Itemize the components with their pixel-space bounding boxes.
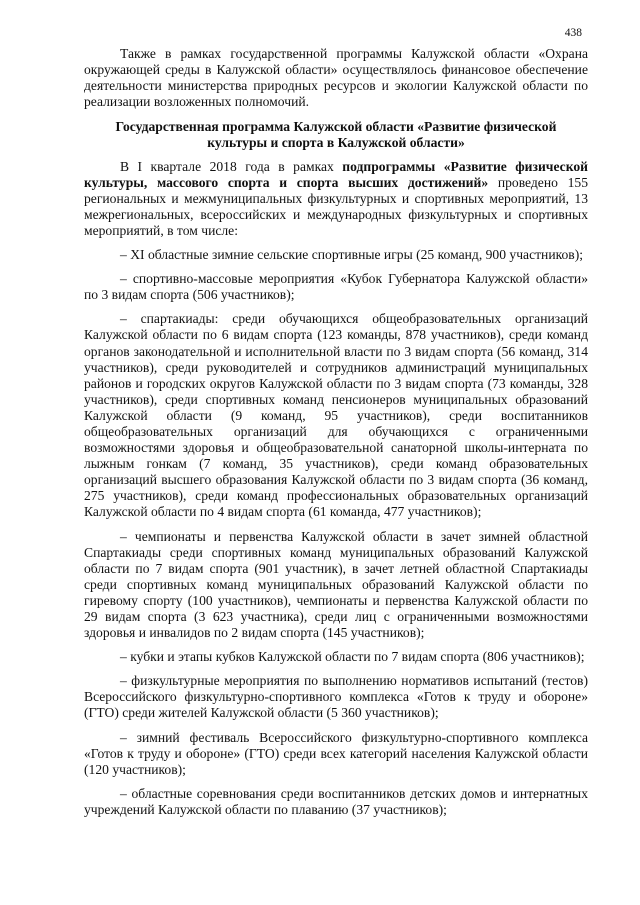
- intro-paragraph: [84, 159, 588, 239]
- intro-rest-text: проведено 155 региональных и межмуниципальных физкультурных и спортивных мероприятий, 13 межрегиональных, всероссийских и международных физкультурных и спортивных мероприятий, в том числе:: [84, 174, 588, 238]
- list-item-spartakiads: – спартакиады: среди обучающихся общеобразовательных организаций Калужской области по 6 видам спорта (123 команды, 878 участников), среди команд органов законодательной и исполнительной власти по 3 видам спорта (56 команд, 314 участников), среди руководителей и сотрудников администраций муниципальных районов и городских округов Калужской области по 3 видам спорта (73 команды, 328 участников), среди спортивных команд пенсионеров муниципальных образований Калужской области (9 команд, 95 участников), среди воспитанников общеобразовательных организаций для обучающихся с ограниченными возможностями здоровья и общеобразовательной санаторной школы-интерната по лыжным гонкам (7 команд, 35 участников), среди команд образовательных организаций высшего образования Калужской области по 3 видам спорта (36 команд, 275 участников), среди команд профессиональных образовательных организаций Калужской области по 4 видам спорта (61 команда, 477 участников);: [84, 311, 588, 520]
- list-item-governor-cup: – спортивно-массовые мероприятия «Кубок Губернатора Калужской области» по 3 видам спорта (506 участников);: [84, 271, 588, 303]
- document-body: [84, 46, 588, 818]
- intro-lead-text: В I квартале 2018 года в рамках: [120, 158, 343, 174]
- subprogram-title: подпрограммы «Развитие физической культуры, массового спорта и спорта высших достижений»: [84, 158, 588, 190]
- list-item-orphanage-swimming: – областные соревнования среди воспитанников детских домов и интернатных учреждений Калужской области по плаванию (37 участников);: [84, 785, 588, 817]
- list-item-rural-games: – XI областные зимние сельские спортивные игры (25 команд, 900 участников);: [120, 247, 584, 263]
- page-number: 438: [564, 27, 582, 39]
- list-item-gto-winter-festival: – зимний фестиваль Всероссийского физкультурно-спортивного комплекса «Готов к труду и обороне» (ГТО) среди всех категорий населения Калужской области (120 участников);: [84, 729, 588, 777]
- list-item-cups: – кубки и этапы кубков Калужской области по 7 видам спорта (806 участников);: [120, 649, 585, 665]
- list-item-gto-standards: – физкультурные мероприятия по выполнению нормативов испытаний (тестов) Всероссийского физкультурно-спортивного комплекса «Готов к труду и обороне» (ГТО) среди жителей Калужской области (5 360 участников);: [84, 673, 588, 721]
- list-item-championships: – чемпионаты и первенства Калужской области в зачет зимней областной Спартакиады среди спортивных команд муниципальных образований Калужской области по 7 видам спорта (901 участник), в зачет летней областной Спартакиады среди спортивных команд муниципальных образований Калужской области по гиревому спорту (100 участников), чемпионаты и первенства Калужской области по 29 видам спорта (3 623 участника), среди лиц с ограниченными возможностями здоровья и инвалидов по 2 видам спорта (145 участников);: [84, 528, 588, 641]
- section-heading: Государственная программа Калужской области «Развитие физической культуры и спорта в Калужской области»: [115, 119, 557, 151]
- opening-paragraph: Также в рамках государственной программы Калужской области «Охрана окружающей среды в Калужской области» осуществлялось финансовое обеспечение деятельности министерства природных ресурсов и экологии Калужской области по реализации возложенных полномочий.: [84, 46, 588, 110]
